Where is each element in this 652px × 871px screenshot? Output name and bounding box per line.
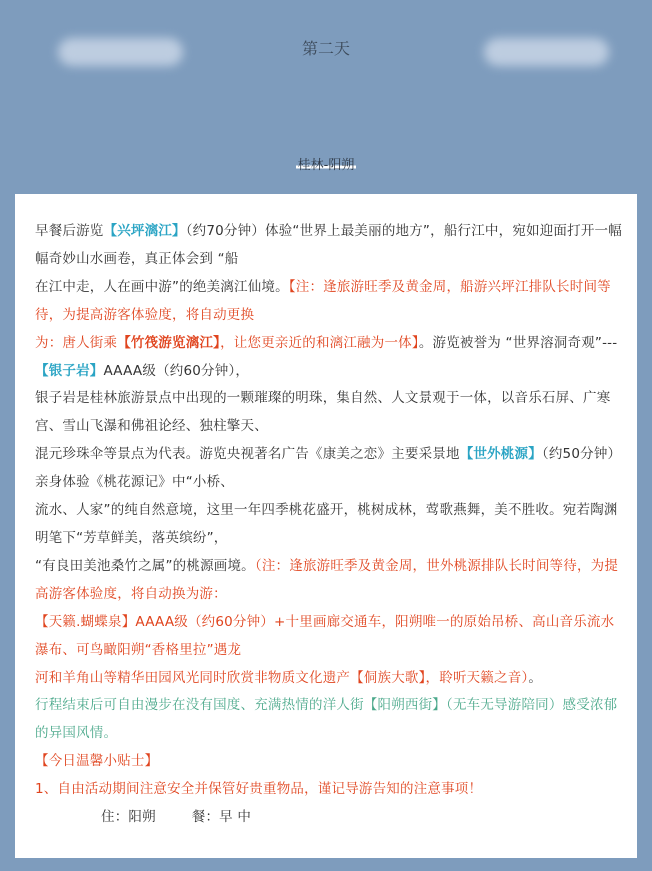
route-wrap [0,154,652,173]
paragraph-peach-garden: 混元珍珠伞等景点为代表。游览央视著名广告《康美之恋》主要采景地【世外桃源】（约50分钟）亲身体验《桃花源记》中“小桥、 [35,446,622,491]
paragraph-peach-note: “有良田美池桑竹之属”的桃源画境。（注：逢旅游旺季及黄金周，世外桃源排队长时间等待，为提高游客体验度，将自动换为游： [35,557,619,602]
tips-title: 【今日温馨小贴士】 [35,753,159,770]
bamboo-highlight: 【竹筏游览漓江】 [117,334,221,351]
day-title: 第二天 [301,39,350,58]
tip-item-1: 1、自由活动期间注意安全并保管好贵重物品，谨记导游告知的注意事项！ [35,781,483,798]
paragraph-dong-songs: 河和羊角山等精华田园风光同时欣赏非物质文化遗产【侗族大歌】，聆听天籁之音）。 [35,669,543,686]
route-label: 桂林-阳朔 [296,154,357,173]
silver-cave-highlight: 【银子岩】 [35,362,104,379]
paragraph-li-river-cont: 在江中走，人在画中游”的绝美漓江仙境。【注：逢旅游旺季及黄金周，船游兴坪江排队长时间等待，为提高游客体验度，将自动更换 [35,278,611,323]
stay-label: 住：阳朔 [101,809,156,826]
paragraph-scenery: 流水、人家”的纯自然意境，这里一年四季桃花盛开，桃树成林，莺歌燕舞，美不胜收。宛若陶渊明笔下“芳草鲜美，落英缤纷”， [35,502,618,546]
stay-meal-line [35,804,627,832]
note-peach-garden: （注：逢旅游旺季及黄金周，世外桃源排队长时间等待，为提高游客体验度，将自动换为游： [35,557,619,602]
meal-label: 餐：早 中 [191,809,252,826]
peach-garden-highlight: 【世外桃源】 [459,446,542,463]
itinerary-card [15,194,637,858]
paragraph-free-time: 行程结束后可自由漫步在没有国度、充满热情的洋人街【阳朔西街】（无车无导游陪同）感受浓郁的异国风情。 [35,697,618,742]
li-river-highlight: 【兴坪漓江】 [103,223,186,239]
note-li-river: 【注：逢旅游旺季及黄金周，船游兴坪江排队长时间等待，为提高游客体验度，将自动更换 [35,278,611,323]
paragraph-butterfly-spring: 【天籁.蝴蝶泉】AAAA级（约60分钟）+十里画廊交通车，阳朔唯一的原始吊桥、高山音乐流水瀑布、可鸟瞰阳朔“香格里拉”遇龙 [35,613,615,658]
paragraph-li-river: 早餐后游览【兴坪漓江】（约70分钟）体验“世界上最美丽的地方”，船行江中，宛如迎面打开一幅幅奇妙山水画卷，真正体会到 “船 [35,223,622,267]
itinerary-text [35,218,627,832]
paragraph-silver-cave: 银子岩是桂林旅游景点中出现的一颗璀璨的明珠，集自然、人文景观于一体，以音乐石屏、广寒宫、雪山飞瀑和佛祖论经、独柱擎天、 [35,390,611,435]
paragraph-bamboo: 为：唐人街乘【竹筏游览漓江】，让您更亲近的和漓江融为一体】。游览被誉为 “世界溶洞奇观”---【银子岩】AAAA级（约60分钟）， [35,334,618,379]
